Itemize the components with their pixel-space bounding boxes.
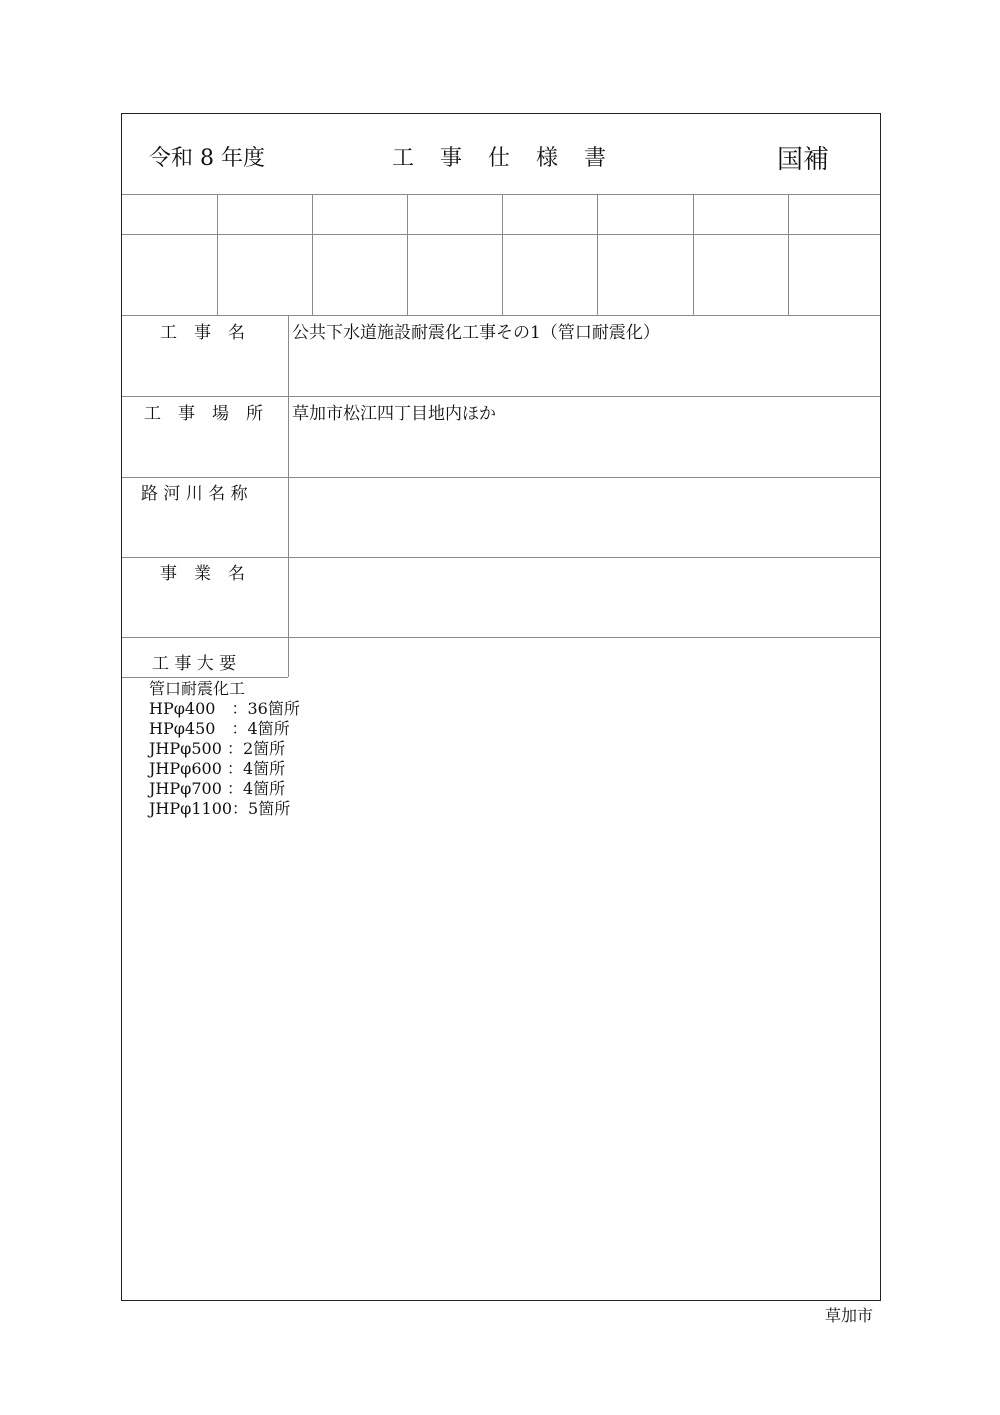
stamp-column-divider (693, 194, 694, 315)
road-river-name-label: 路 河 川 名 称 (141, 484, 248, 504)
work-summary-item: JHPφ600 ：4箇所 (149, 759, 286, 778)
stamp-row-divider (122, 234, 880, 235)
work-summary-item: JHPφ500 ：2箇所 (149, 739, 286, 758)
project-name-label: 事 業 名 (160, 564, 245, 584)
label-column-divider (288, 315, 289, 677)
stamp-column-divider (407, 194, 408, 315)
stamp-column-divider (788, 194, 789, 315)
stamp-column-divider (312, 194, 313, 315)
work-summary-item: JHPφ1100：5箇所 (149, 799, 291, 818)
field-divider-2 (122, 477, 880, 478)
work-summary-label: 工 事 大 要 (152, 654, 237, 674)
stamp-column-divider (217, 194, 218, 315)
stamp-column-divider (597, 194, 598, 315)
construction-name-label: 工 事 名 (160, 323, 245, 343)
stamp-column-divider (502, 194, 503, 315)
work-summary-item: HPφ400 ：36箇所 (149, 699, 300, 718)
document-title: 工事仕様書 (392, 146, 633, 171)
field-divider-3 (122, 557, 880, 558)
issuer-name: 草加市 (825, 1306, 874, 1325)
subsidy-type: 国補 (777, 145, 830, 175)
summary-label-bottom (122, 677, 288, 678)
field-divider-1 (122, 396, 880, 397)
work-summary-item: JHPφ700 ：4箇所 (149, 779, 286, 798)
header-divider (122, 194, 880, 195)
fiscal-year: 令和 8 年度 (149, 146, 265, 171)
field-divider-4 (122, 637, 880, 638)
work-summary (149, 679, 300, 819)
construction-location-value: 草加市松江四丁目地内ほか (292, 404, 496, 424)
construction-name-value: 公共下水道施設耐震化工事その1（管口耐震化） (292, 323, 660, 343)
construction-location-label: 工 事 場 所 (144, 404, 263, 424)
work-summary-heading: 管口耐震化工 (149, 679, 246, 698)
specification-form (121, 113, 881, 1301)
work-summary-item: HPφ450 ：4箇所 (149, 719, 290, 738)
stamp-area-bottom (122, 315, 880, 316)
